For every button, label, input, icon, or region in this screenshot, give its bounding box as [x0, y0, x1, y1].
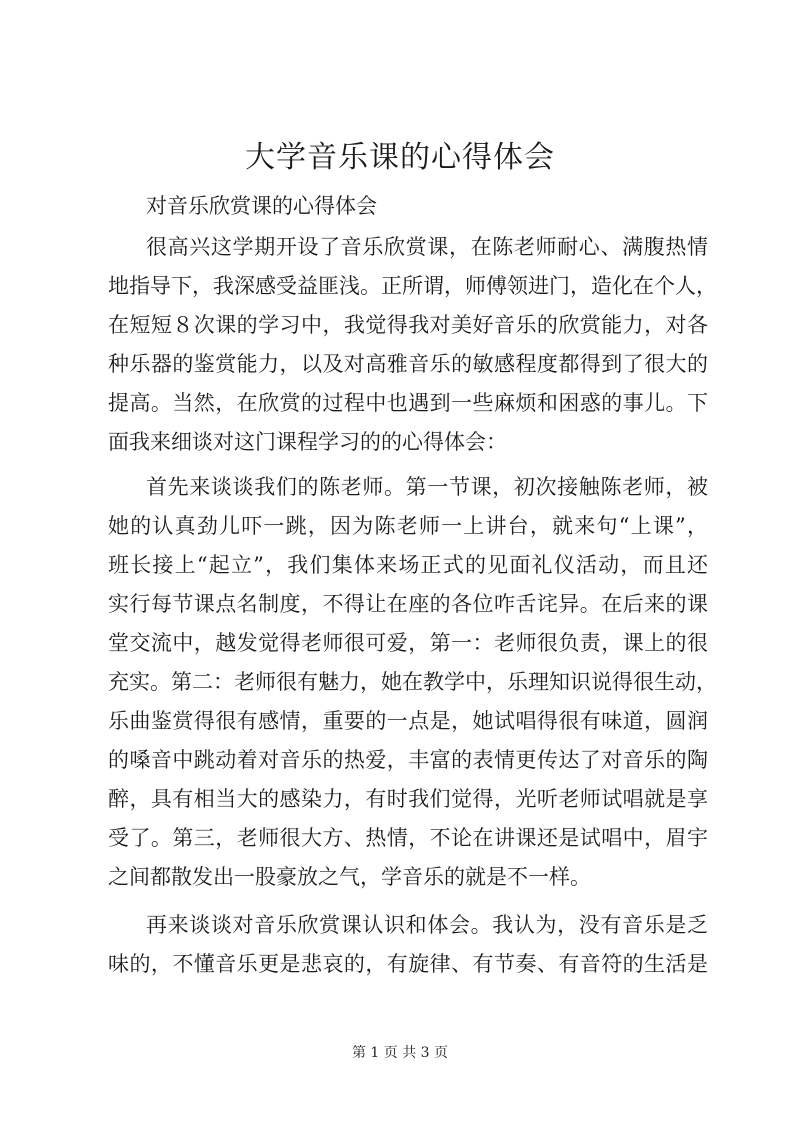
paragraph-line: 很高兴这学期开设了音乐欣赏课，在陈老师耐心、满腹热情 [146, 235, 708, 259]
paragraph-line: 醉，具有相当大的感染力，有时我们觉得，光听老师试唱就是享 [108, 787, 708, 811]
paragraph-line: 她的认真劲儿吓一跳，因为陈老师一上讲台，就来句“上课”， [108, 514, 708, 538]
paragraph-line: 乐曲鉴赏得很有感情，重要的一点是，她试唱得很有味道，圆润 [108, 709, 708, 733]
paragraph-line: 地指导下，我深感受益匪浅。正所谓，师傅领进门，造化在个人， [108, 274, 717, 298]
paragraph-line: 再来谈谈对音乐欣赏课认识和体会。我认为，没有音乐是乏 [146, 913, 708, 937]
paragraph-line: 实行每节课点名制度，不得让在座的各位咋舌诧异。在后来的课 [108, 592, 708, 616]
paragraph-line: 味的，不懂音乐更是悲哀的，有旋律、有节奏、有音符的生活是 [108, 952, 708, 976]
document-title: 大学音乐课的心得体会 [245, 140, 555, 175]
paragraph-line: 堂交流中，越发觉得老师很可爱，第一：老师很负责，课上的很 [108, 631, 708, 655]
paragraph-line: 提高。当然，在欣赏的过程中也遇到一些麻烦和困惑的事儿。下 [108, 391, 708, 415]
paragraph-line: 之间都散发出一股豪放之气，学音乐的就是不一样。 [108, 865, 591, 889]
page-number-footer: 第 1 页 共 3 页 [351, 1045, 449, 1061]
paragraph-line: 首先来谈谈我们的陈老师。第一节课，初次接触陈老师，被 [146, 475, 708, 499]
paragraph-line: 受了。第三，老师很大方、热情，不论在讲课还是试唱中，眉宇 [108, 826, 708, 850]
paragraph-line: 班长接上“起立”，我们集体来场正式的见面礼仪活动，而且还 [108, 553, 708, 577]
paragraph-line: 的嗓音中跳动着对音乐的热爱，丰富的表情更传达了对音乐的陶 [108, 748, 708, 772]
paragraph-line: 在短短８次课的学习中，我觉得我对美好音乐的欣赏能力，对各 [108, 313, 708, 337]
document-subtitle: 对音乐欣赏课的心得体会 [146, 194, 377, 218]
paragraph-line: 充实。第二：老师很有魅力，她在教学中，乐理知识说得很生动， [108, 670, 717, 694]
paragraph-line: 种乐器的鉴赏能力，以及对高雅音乐的敏感程度都得到了很大的 [108, 352, 708, 376]
paragraph-line: 面我来细谈对这门课程学习的的心得体会： [108, 430, 507, 454]
